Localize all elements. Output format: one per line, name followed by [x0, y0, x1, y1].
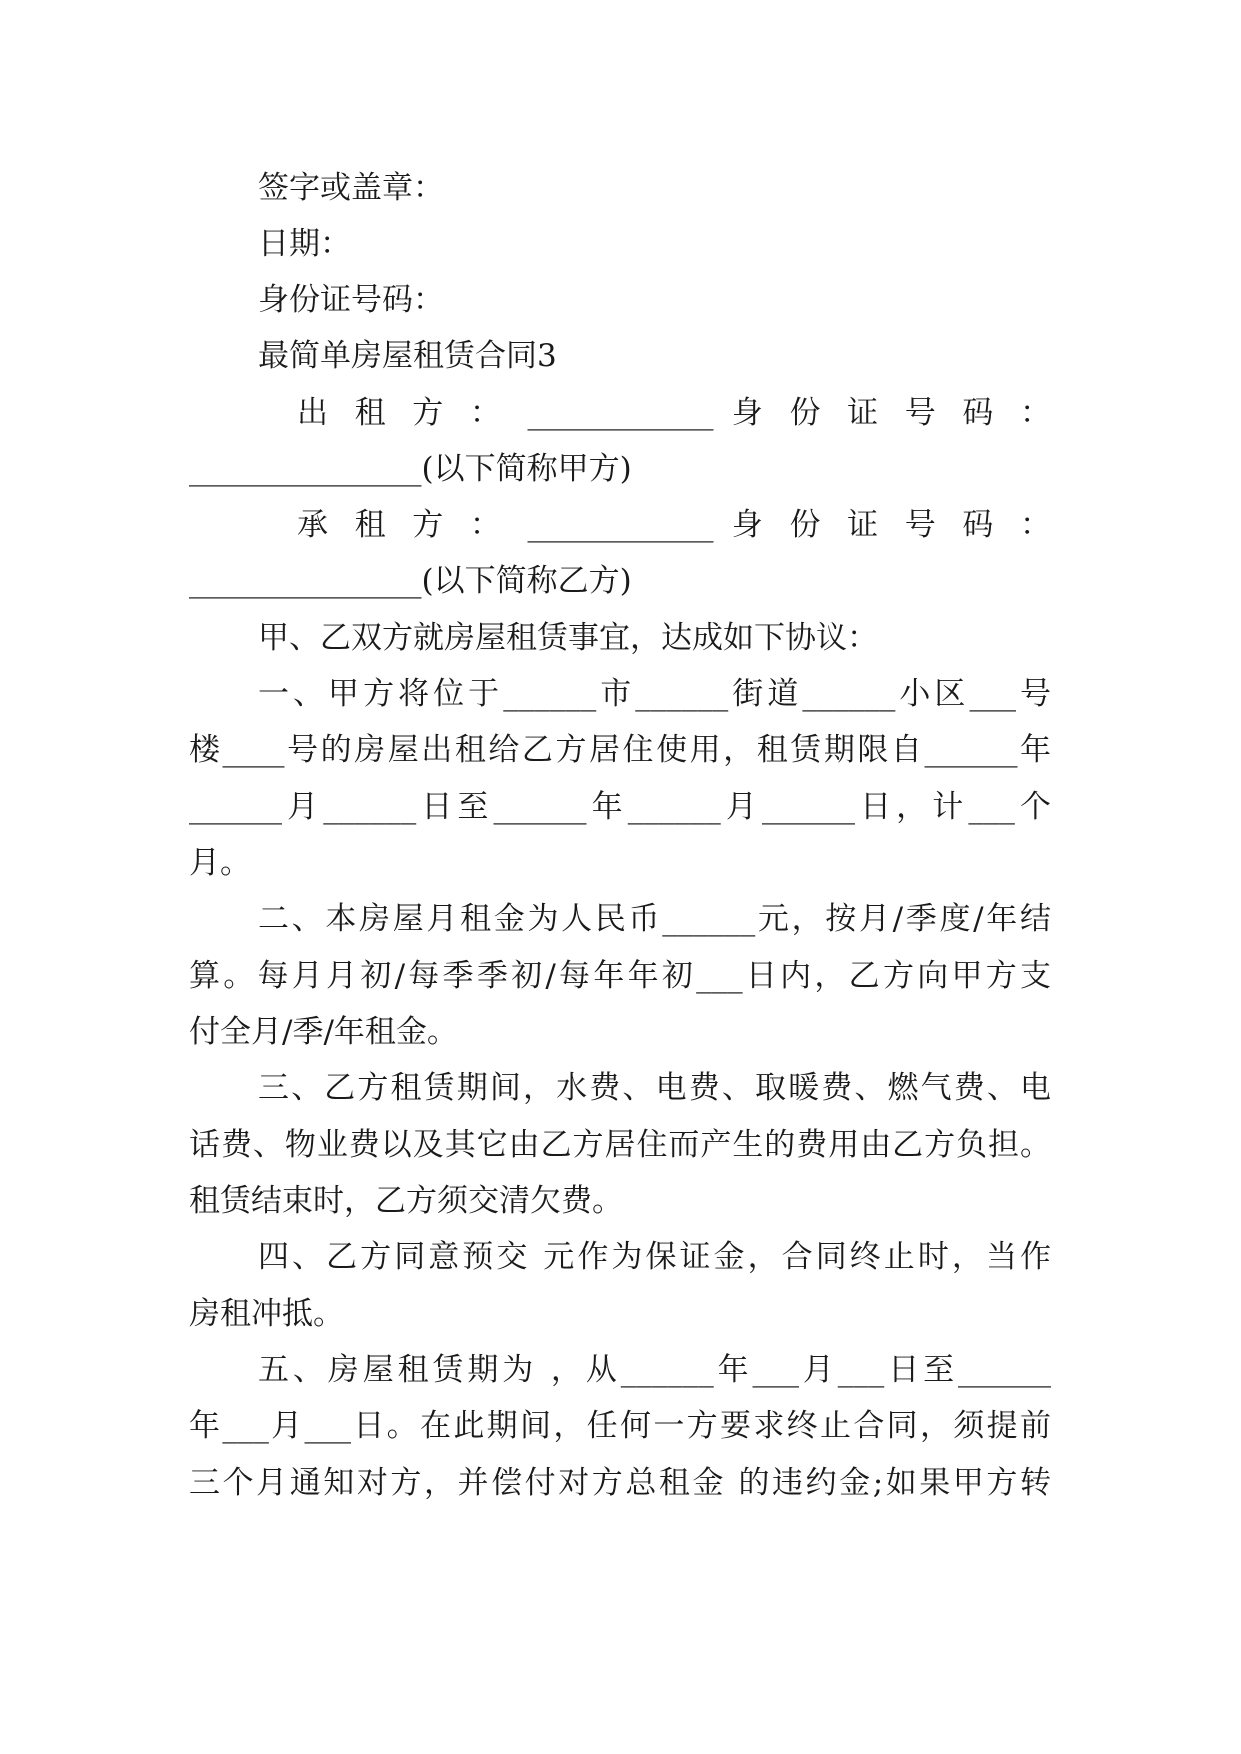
id-number-label: 身份证号码： [258, 282, 444, 318]
clause-3-line-1: 三、乙方租赁期间，水费、电费、取暖费、燃气费、电 [258, 1070, 1051, 1106]
clause-5-line-2: 年___月___日。在此期间，任何一方要求终止合同，须提前 [189, 1408, 1051, 1444]
date-label: 日期： [258, 226, 351, 262]
clause-1-line-1: 一、甲方将位于______市______街道______小区___号 [258, 676, 1051, 712]
lessor-line-cont: _______________(以下简称甲方) [189, 451, 632, 487]
clause-3-line-2: 话费、物业费以及其它由乙方居住而产生的费用由乙方负担。 [189, 1127, 1051, 1163]
clause-4-line-2: 房租冲抵。 [189, 1296, 344, 1332]
clause-5-line-3: 三个月通知对方，并偿付对方总租金 的违约金;如果甲方转 [189, 1465, 1051, 1501]
clause-3-line-3: 租赁结束时，乙方须交清欠费。 [189, 1183, 623, 1219]
clause-5-line-1: 五、房屋租赁期为 ，从______年___月___日至______ [258, 1352, 1051, 1388]
lessee-line: 承 租 方 ： ____________ 身 份 证 号 码 ： [297, 507, 1051, 543]
clause-1-line-3: ______月______日至______年______月______日，计___个 [189, 789, 1051, 825]
clause-4-line-1: 四、乙方同意预交 元作为保证金，合同终止时，当作 [258, 1239, 1051, 1275]
lessee-line-cont: _______________(以下简称乙方) [189, 563, 632, 599]
clause-1-line-2: 楼____号的房屋出租给乙方居住使用，租赁期限自______年 [189, 732, 1051, 768]
clause-2-line-3: 付全月/季/年租金。 [189, 1014, 458, 1050]
lessor-line: 出 租 方 ： ____________ 身 份 证 号 码 ： [297, 395, 1051, 431]
clause-2-line-2: 算。每月月初/每季季初/每年年初___日内，乙方向甲方支 [189, 958, 1051, 994]
signature-label: 签字或盖章： [258, 170, 444, 206]
contract-heading: 最简单房屋租赁合同3 [258, 338, 557, 374]
clause-1-line-4: 月。 [189, 845, 251, 881]
agreement-intro: 甲、乙双方就房屋租赁事宜，达成如下协议： [258, 620, 878, 656]
clause-2-line-1: 二、本房屋月租金为人民币______元，按月/季度/年结 [258, 901, 1051, 937]
